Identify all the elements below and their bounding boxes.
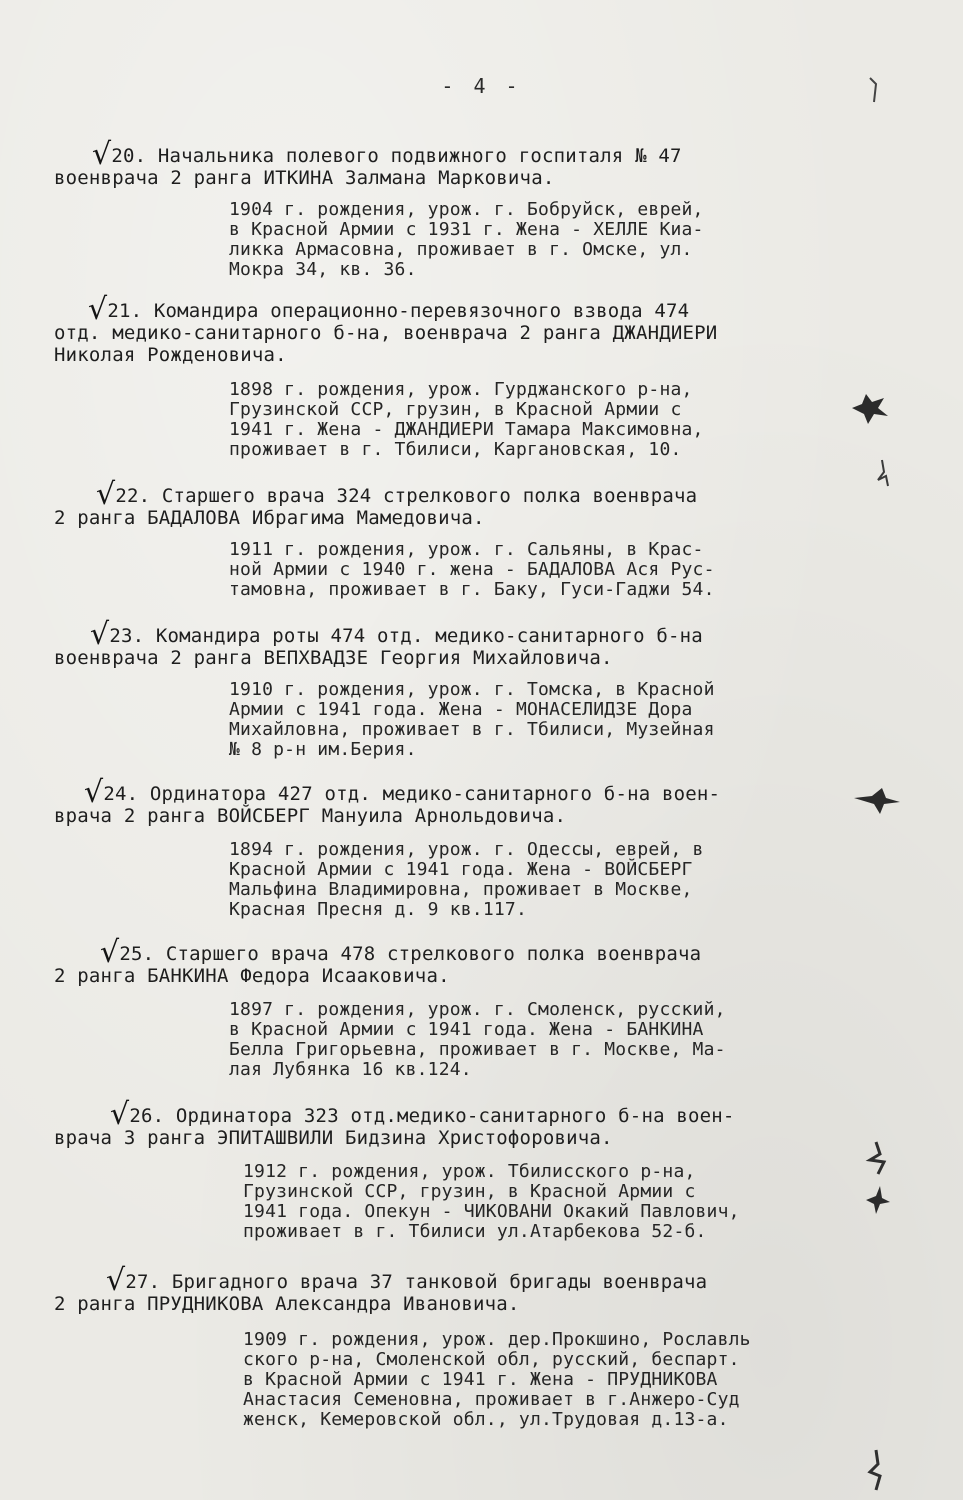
entry-details [243,1162,853,1242]
details-line: Грузинской ССР, грузин, в Красной Армии с [243,1181,696,1202]
entry-heading [54,1263,844,1315]
details-line: № 8 р-н им.Берия. [229,739,417,760]
details-line: ликка Армасовна, проживает в г. Омске, ул. [229,239,693,260]
heading-line: 24. Ординатора 427 отд. медико-санитарного б-на воен- [103,783,721,805]
tear-mark [872,458,892,488]
heading-line: 20. Начальника полевого подвижного госпиталя № 47 [111,145,682,167]
details-line: в Красной Армии с 1941 года. Жена - БАНКИНА [229,1019,704,1040]
checkmark: √ [110,1097,130,1132]
details-line: 1897 г. рождения, урож. г. Смоленск, русский, [229,999,726,1020]
entry-details [229,380,839,460]
heading-line: 27. Бригадного врача 37 танковой бригады военврача [125,1271,708,1293]
tear-mark [864,1448,890,1492]
heading-line: врача 3 ранга ЭПИТАШВИЛИ Бидзина Христофоровича. [54,1127,613,1149]
details-line: Мокра 34, кв. 36. [229,259,417,280]
heading-line: Николая Рожденовича. [54,344,287,366]
entry-heading [54,775,844,827]
details-line: ского р-на, Смоленской обл, русский, беспарт. [243,1349,740,1370]
details-line: Мальфина Владимировна, проживает в Москве, [229,879,693,900]
details-line: Красной Армии с 1941 года. Жена - ВОЙСБЕРГ [229,859,693,880]
heading-line: 25. Старшего врача 478 стрелкового полка военврача [119,943,702,965]
punch-hole-mark [848,388,892,428]
heading-line: 22. Старшего врача 324 стрелкового полка военврача [115,485,698,507]
entry-heading [54,935,844,987]
checkmark: √ [100,935,120,970]
details-line: 1941 г. Жена - ДЖАНДИЕРИ Тамара Максимовна, [229,419,704,440]
heading-line: военврача 2 ранга ИТКИНА Залмана Марковича. [54,167,555,189]
details-line: 1909 г. рождения, урож. дер.Прокшино, Рославль [243,1329,751,1350]
details-line: женск, Кемеровской обл., ул.Трудовая д.13-а. [243,1409,729,1430]
tear-mark [862,1140,892,1176]
details-line: в Красной Армии с 1941 г. Жена - ПРУДНИКОВА [243,1369,718,1390]
checkmark: √ [84,775,104,810]
checkmark: √ [90,617,110,652]
details-line: 1912 г. рождения, урож. Тбилисского р-на, [243,1161,696,1182]
entry-details [243,1330,853,1430]
details-line: Михайловна, проживает в г. Тбилиси, Музейная [229,719,715,740]
details-line: 1910 г. рождения, урож. г. Томска, в Красной [229,679,715,700]
details-line: ной Армии с 1940 г. жена - БАДАЛОВА Ася Рус- [229,559,715,580]
details-line: Грузинской ССР, грузин, в Красной Армии с [229,399,682,420]
heading-line: 21. Командира операционно-перевязочного взвода 474 [107,300,690,322]
details-line: 1911 г. рождения, урож. г. Сальяны, в Крас- [229,539,704,560]
details-line: 1941 года. Опекун - ЧИКОВАНИ Окакий Павлович, [243,1201,740,1222]
tear-mark [866,74,882,104]
page-number: - 4 - [441,74,522,98]
heading-line: 2 ранга ПРУДНИКОВА Александра Ивановича. [54,1293,520,1315]
heading-line: военврача 2 ранга ВЕПХВАДЗЕ Георгия Михайловича. [54,647,613,669]
entry-heading [54,292,844,366]
details-line: проживает в г. Тбилиси, Каргановская, 10. [229,439,682,460]
entry-details [229,540,839,600]
entry-heading [54,137,844,189]
entry-details [229,680,839,760]
details-line: в Красной Армии с 1931 г. Жена - ХЕЛЛЕ Киа- [229,219,704,240]
details-line: Армии с 1941 года. Жена - МОНАСЕЛИДЗЕ Дора [229,699,693,720]
heading-line: 26. Ординатора 323 отд.медико-санитарного б-на воен- [129,1105,735,1127]
heading-line: 2 ранга БАДАЛОВА Ибрагима Мамедовича. [54,507,485,529]
entry-details [229,200,839,280]
checkmark: √ [92,137,112,172]
punch-hole-mark [852,780,902,820]
entry-heading [54,1097,844,1149]
details-line: 1898 г. рождения, урож. Гурджанского р-на, [229,379,693,400]
entry-details [229,840,839,920]
checkmark: √ [106,1263,126,1298]
entry-details [229,1000,839,1080]
details-line: Красная Пресня д. 9 кв.117. [229,899,527,920]
details-line: 1904 г. рождения, урож. г. Бобруйск, еврей, [229,199,704,220]
heading-line: 2 ранга БАНКИНА Федора Исааковича. [54,965,450,987]
checkmark: √ [96,477,116,512]
details-line: Анастасия Семеновна, проживает в г.Анжеро-Суд [243,1389,740,1410]
checkmark: √ [88,292,108,327]
details-line: 1894 г. рождения, урож. г. Одессы, еврей, в [229,839,704,860]
heading-line: 23. Командира роты 474 отд. медико-санитарного б-на [109,625,703,647]
details-line: проживает в г. Тбилиси ул.Атарбекова 52-б. [243,1221,707,1242]
punch-hole-mark [862,1182,892,1218]
entry-heading [54,477,844,529]
details-line: лая Лубянка 16 кв.124. [229,1059,472,1080]
heading-line: врача 2 ранга ВОЙСБЕРГ Мануила Арнольдовича. [54,805,567,827]
heading-line: отд. медико-санитарного б-на, военврача 2 ранга ДЖАНДИЕРИ [54,322,718,344]
details-line: Белла Григорьевна, проживает в г. Москве, Ма- [229,1039,726,1060]
details-line: тамовна, проживает в г. Баку, Гуси-Гаджи 54. [229,579,715,600]
entry-heading [54,617,844,669]
